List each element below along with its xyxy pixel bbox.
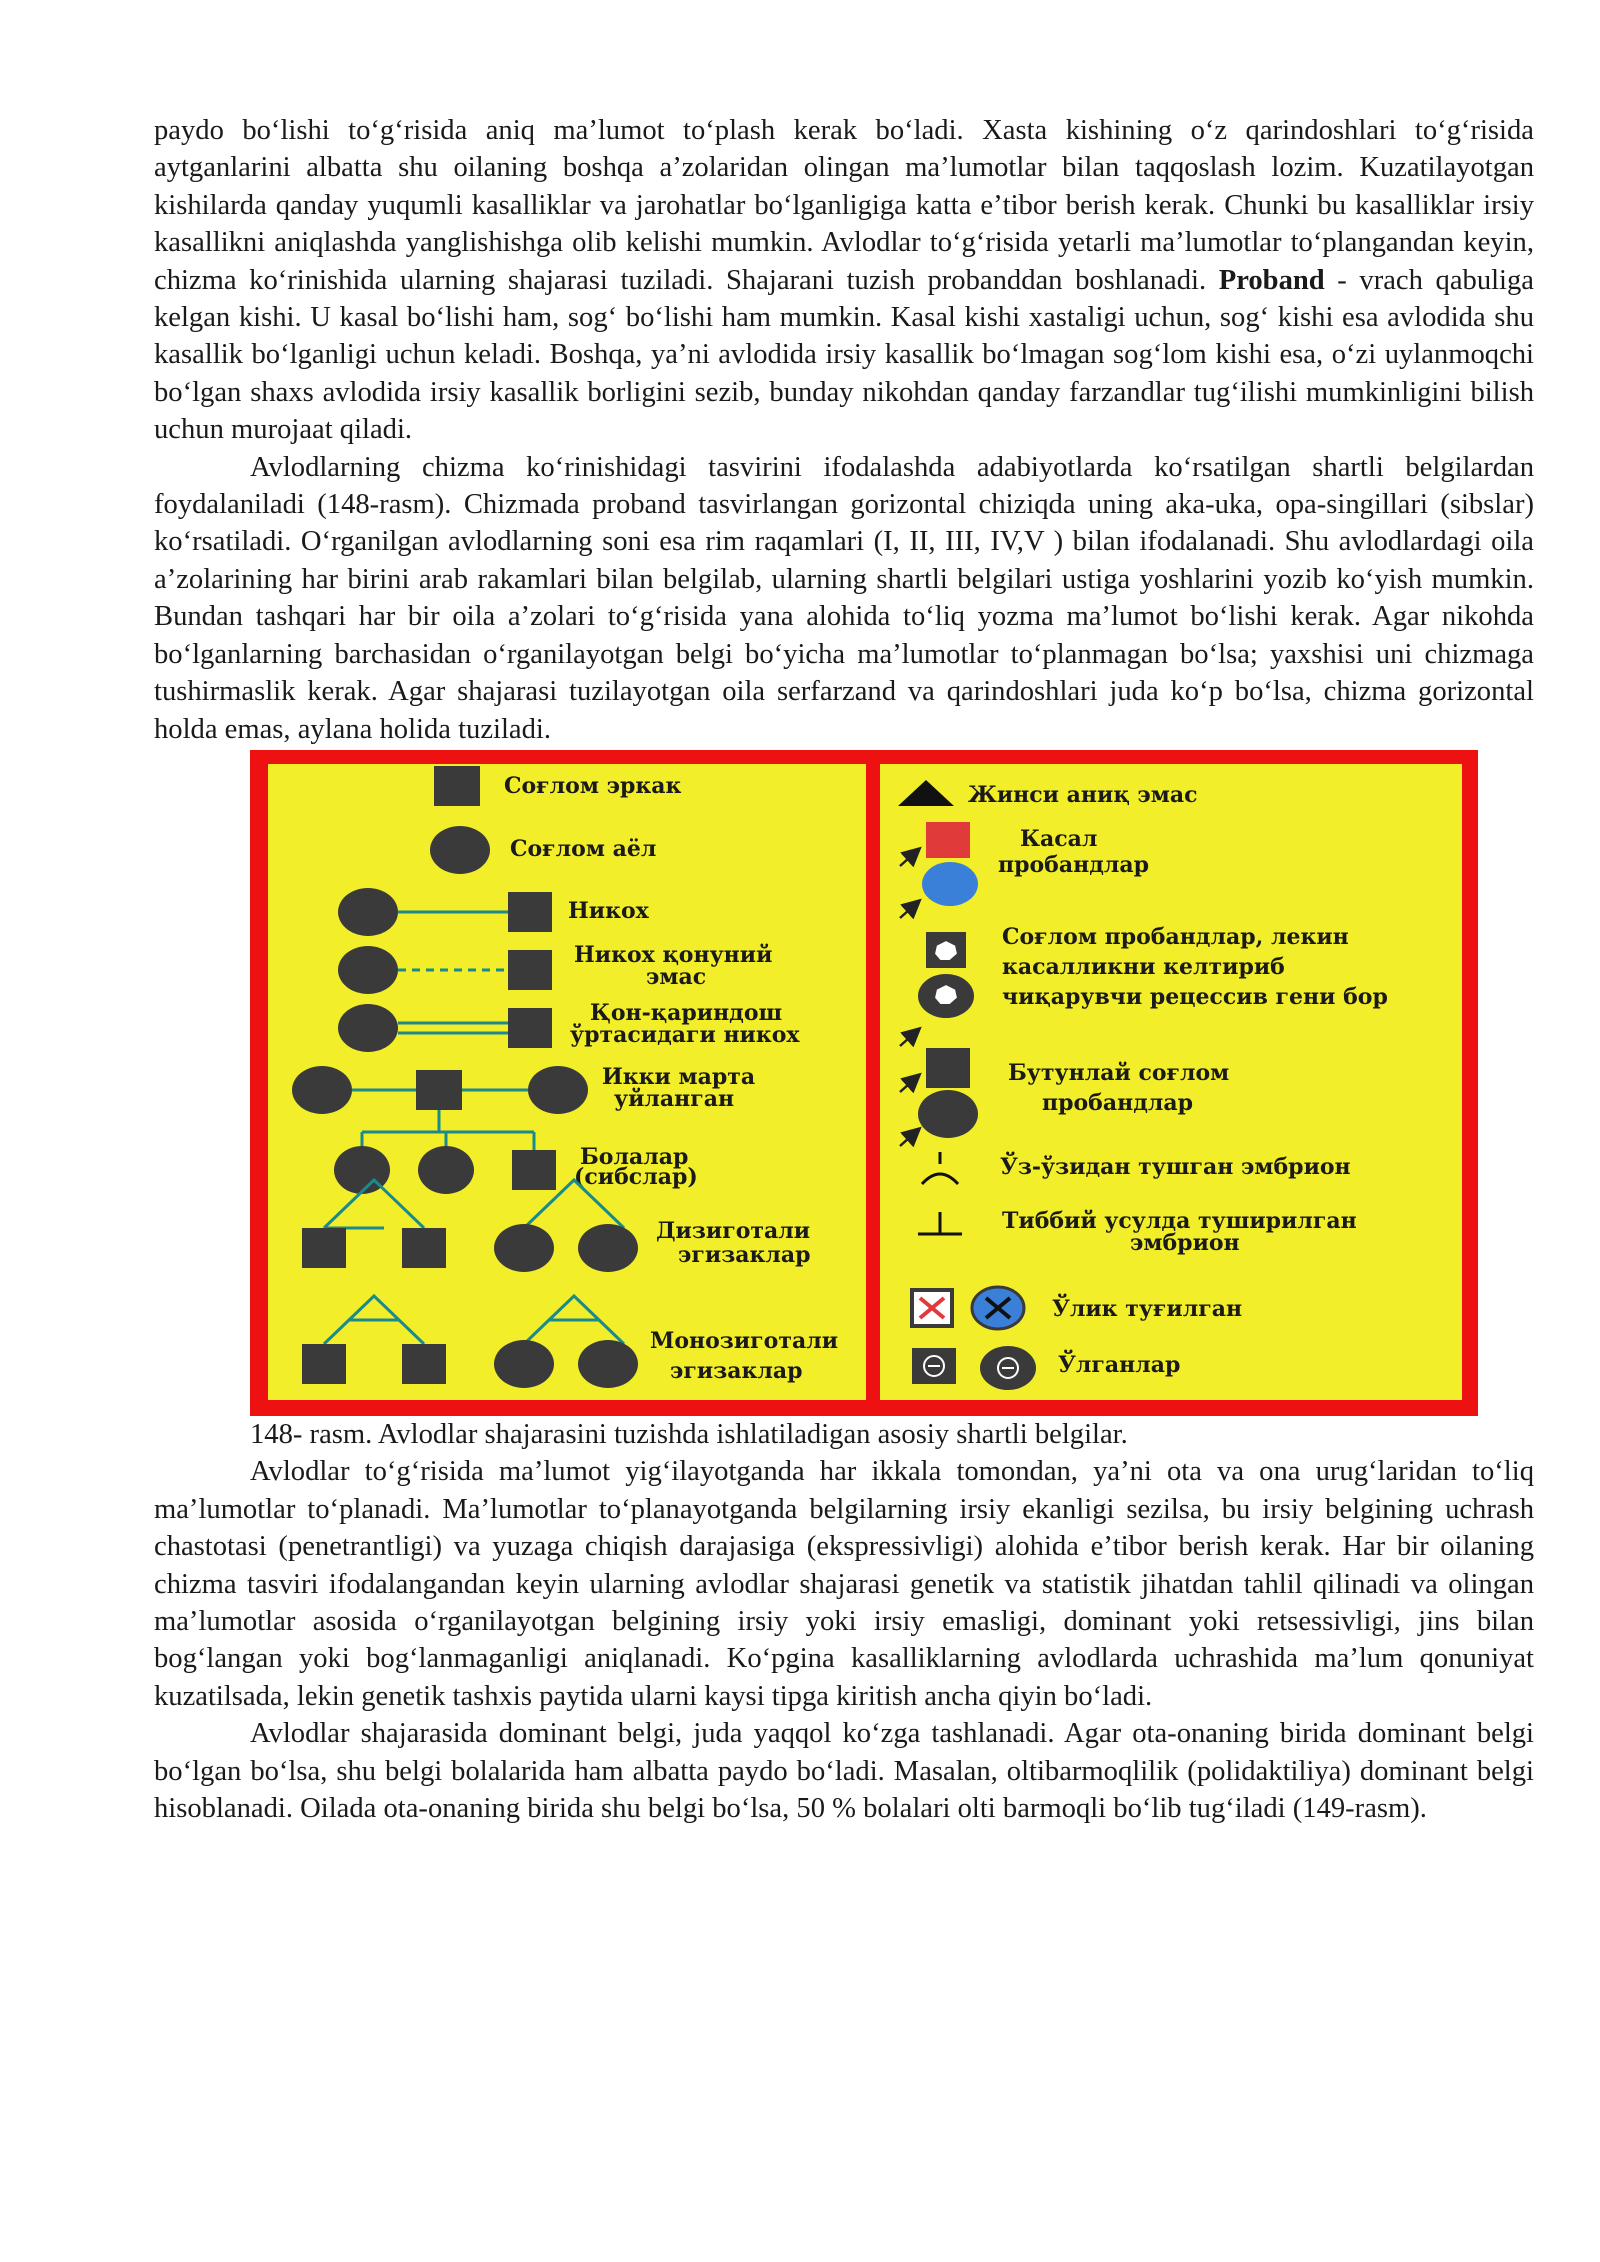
paragraph-1 bbox=[154, 112, 1534, 449]
label-abortion-1: Тиббий усулда туширилган bbox=[1002, 1207, 1357, 1234]
label-consang-1: Қон-қариндош bbox=[590, 999, 783, 1026]
label-unofficial-1: Никох қонуний bbox=[574, 941, 773, 968]
consang-male-symbol bbox=[508, 1008, 552, 1048]
label-carrier-2: касалликни келтириб bbox=[1002, 953, 1285, 980]
label-unofficial-2: эмас bbox=[646, 963, 707, 990]
label-abortion-2: эмбрион bbox=[1130, 1229, 1240, 1256]
unofficial-male-symbol bbox=[508, 950, 552, 990]
label-siblings-2: (сибслар) bbox=[574, 1163, 698, 1190]
carrier-female-mark bbox=[934, 984, 958, 1005]
label-miscarriage: Ўз-ўзидан тушган эмбрион bbox=[1000, 1153, 1351, 1180]
label-consang-2: ўртасидаги никох bbox=[570, 1021, 800, 1048]
label-healthy-male: Соғлом эркак bbox=[504, 772, 682, 799]
label-marriage: Никох bbox=[568, 897, 649, 924]
carrier-male-mark bbox=[934, 940, 958, 961]
label-monozygotic-2: эгизаклар bbox=[670, 1357, 803, 1384]
label-healthy-1: Бутунлай соғлом bbox=[1008, 1059, 1230, 1086]
monozyg-female-twin-1 bbox=[494, 1340, 554, 1388]
label-twice-1: Икки марта bbox=[602, 1063, 756, 1090]
label-sex-unknown: Жинси аниқ эмас bbox=[968, 781, 1198, 808]
paragraph-1-text-b: - vrach qabuliga kelgan kishi. U kasal boʻlishi ham, sogʻ boʻlishi ham mumkin. Kasal kishi xastaligi uchun, sogʻ kishi esa avlodida shu kasallik boʻlganligi uchun keladi. Boshqa, yaʼni avlodida irsiy kasallik boʻlmagan sogʻlom kishi esa, oʻzi uylanmoqchi boʻlgan shaxs avlodida irsiy kasallik borligini sezib, bunday nikohdan qanday farzandlar tugʻilishi mumkinligini bilish uchun murojaat qiladi. bbox=[154, 264, 1534, 446]
sibling-male bbox=[512, 1150, 556, 1190]
label-affected-2: пробандлар bbox=[998, 851, 1150, 878]
dizyg-female-twin-1 bbox=[494, 1224, 554, 1272]
consang-female-symbol bbox=[338, 1004, 398, 1052]
label-monozygotic-1: Монозиготали bbox=[650, 1327, 839, 1354]
dizyg-male-twin-2 bbox=[402, 1228, 446, 1268]
label-stillborn: Ўлик туғилган bbox=[1052, 1295, 1243, 1322]
marriage-male-symbol bbox=[508, 892, 552, 932]
paragraph-2: Avlodlarning chizma koʻrinishidagi tasvirini ifodalashda adabiyotlarda koʻrsatilgan shartli belgilardan foydalaniladi (148-rasm). Chizmada proband tasvirlangan gorizontal chiziqda uning aka-uka, opa-singillari (sibslar) koʻrsatiladi. Oʻrganilgan avlodlarning soni esa rim raqamlari (I, II, III, IV,V ) bilan ifodalanadi. Shu avlodlardagi oila aʼzolarining har birini arab rakamlari bilan belgilab, ularning shartli belgilari ustiga yoshlarini yozib koʻyish mumkin. Bundan tashqari har bir oila aʼzolari toʻgʻrisida yana alohida toʻliq yozma maʼlumot boʻlishi kerak. Agar nikohda boʻlganlarning barchasidan oʻrganilayotgan belgi boʻyicha maʼlumotlar toʻplanmagan boʻlsa; yaxshisi uni chizmaga tushirmaslik kerak. Agar shajarasi tuzilayotgan oila serfarzand va qarindoshlari juda koʻp boʻlsa, chizma gorizontal holda emas, aylana holida tuziladi. bbox=[154, 451, 1534, 745]
label-affected-1: Касал bbox=[1020, 825, 1098, 852]
figure-caption: 148- rasm. Avlodlar shajarasini tuzishda ishlatiladigan asosiy shartli belgilar. bbox=[250, 1418, 1128, 1450]
label-carrier-1: Соғлом пробандлар, лекин bbox=[1002, 923, 1349, 950]
healthy-proband-female bbox=[918, 1090, 978, 1138]
label-carrier-3: чиқарувчи рецессив гени бор bbox=[1002, 983, 1388, 1010]
healthy-proband-male bbox=[926, 1048, 970, 1088]
marriage-female-symbol bbox=[338, 888, 398, 936]
monozyg-male-twin-1 bbox=[302, 1344, 346, 1384]
pedigree-symbols-chart bbox=[250, 750, 1478, 1416]
dizyg-female-twin-2 bbox=[578, 1224, 638, 1272]
figure-148 bbox=[250, 750, 1478, 1416]
unofficial-female-symbol bbox=[338, 946, 398, 994]
affected-female-symbol bbox=[922, 862, 978, 906]
twice-wife-2-symbol bbox=[528, 1066, 588, 1114]
document-page bbox=[154, 112, 1534, 1827]
twice-wife-1-symbol bbox=[292, 1066, 352, 1114]
paragraph-3: Avlodlar toʻgʻrisida maʼlumot yigʻilayotganda har ikkala tomondan, yaʼni ota va ona urugʻlaridan toʻliq maʼlumotlar toʻplanadi. Maʼlumotlar toʻplanayotganda belgilarning irsiy ekanligi sezilsa, bu irsiy belgining uchrash chastotasi (penetrantligi) va yuzaga chiqish darajasiga (ekspressivligi) alohida eʼtibor berish kerak. Har bir oilaning chizma tasviri ifodalangandan keyin ularning avlodlar shajarasi genetik va statistik jihatdan tahlil qilinadi va olingan maʼlumotlar asosida oʻrganilayotgan belgining irsiy yoki irsiy emasligi, dominant yoki retsessivligi, jins bilan bogʻlangan yoki bogʻlanmaganligi aniqlanadi. Koʻpgina kasalliklarning avlodlarda uchrashida maʼlum qonuniyat kuzatilsada, lekin genetik tashxis paytida ularni kaysi tipga kiritish ancha qiyin boʻladi. bbox=[154, 1456, 1534, 1712]
twice-husband-symbol bbox=[416, 1070, 462, 1110]
healthy-female-symbol bbox=[430, 826, 490, 874]
label-siblings-1: Болалар bbox=[580, 1143, 689, 1170]
healthy-male-symbol bbox=[434, 766, 480, 806]
sibling-female-2 bbox=[418, 1146, 474, 1194]
label-deceased: Ўлганлар bbox=[1058, 1351, 1181, 1378]
paragraph-1-text-a: paydo boʻlishi toʻgʻrisida aniq maʼlumot toʻplash kerak boʻladi. Xasta kishining oʻz qarindoshlari toʻgʻrisida aytganlarini albatta shu oilaning boshqa aʼzolaridan olingan maʼlumotlar bilan taqqoslash lozim. Kuzatilayotgan kishilarda qanday yuqumli kasalliklar va jarohatlar boʻlganligiga katta eʼtibor berish kerak. Chunki bu kasalliklar irsiy kasallikni aniqlashda yanglishishga olib kelishi mumkin. Avlodlar toʻgʻrisida yetarli maʼlumotlar toʻplangandan keyin, chizma koʻrinishida ularning shajarasi tuziladi. Shajarani tuzish probanddan boshlanadi. bbox=[154, 115, 1534, 296]
dizyg-male-twin-1 bbox=[302, 1228, 346, 1268]
label-healthy-female: Соғлом аёл bbox=[510, 835, 657, 862]
paragraph-4: Avlodlar shajarasida dominant belgi, juda yaqqol koʻzga tashlanadi. Agar ota-onaning birida dominant belgi boʻlgan boʻlsa, shu belgi bolalarida ham albatta paydo boʻladi. Masalan, oltibarmoqlilik (polidaktiliya) dominant belgi hisoblanadi. Oilada ota-onaning birida shu belgi boʻlsa, 50 % bolalari olti barmoqli boʻlib tugʻiladi (149-rasm). bbox=[154, 1718, 1534, 1824]
label-healthy-2: пробандлар bbox=[1042, 1089, 1194, 1116]
proband-term: Proband bbox=[1218, 264, 1325, 296]
monozyg-female-twin-2 bbox=[578, 1340, 638, 1388]
label-twice-2: уйланган bbox=[614, 1085, 735, 1112]
label-dizygotic-2: эгизаклар bbox=[678, 1241, 811, 1268]
monozyg-male-twin-2 bbox=[402, 1344, 446, 1384]
affected-male-symbol bbox=[926, 822, 970, 858]
label-dizygotic-1: Дизиготали bbox=[656, 1217, 811, 1244]
